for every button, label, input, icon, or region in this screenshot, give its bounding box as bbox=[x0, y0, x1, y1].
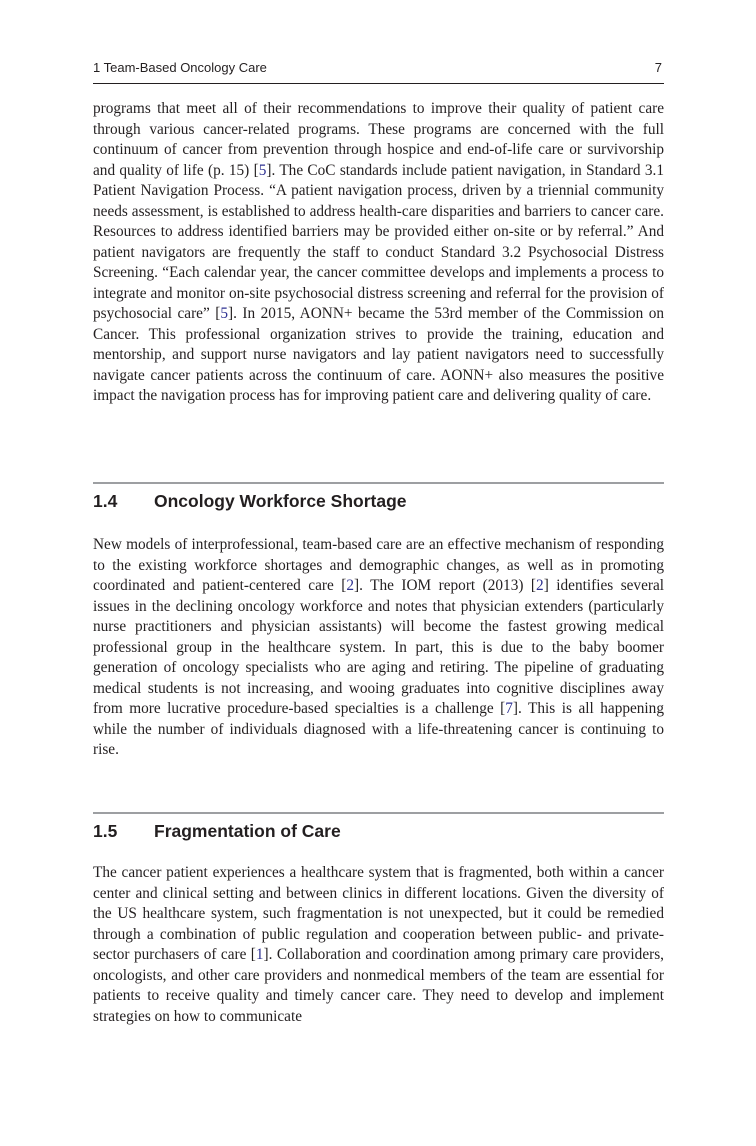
citation-link[interactable]: 5 bbox=[258, 161, 267, 179]
running-head bbox=[93, 58, 664, 78]
body-paragraph bbox=[93, 535, 664, 761]
page-number: 7 bbox=[654, 60, 662, 75]
paragraph-text: ] identifies several issues in the declining oncology workforce and notes that physician extenders (particularly nurse practitioners and physician assistants) will become the fastest growing medical professional group in the healthcare system. In part, this is due to the baby boomer generation of oncology specialists who are aging and retiring. The pipeline of graduating medical students is not increasing, and wooing graduates into cognitive disciplines away from more lucrative procedure-based specialties is a challenge [ bbox=[93, 577, 665, 717]
paragraph-text: New models of interprofessional, team-based care are an effective mechanism of responding to the existing workforce shortages and demographic changes, as well as in promoting coordinated and patient-centered care [ bbox=[93, 536, 664, 594]
paragraph-text: ]. The IOM report (2013) [ bbox=[354, 577, 537, 594]
paragraph-text: programs that meet all of their recommendations to improve their quality of patient care through various cancer-related programs. These programs are concerned with the full continuum of cancer from prevention through hospice and end-of-life care or survivorship and quality of life (p. 15) [ bbox=[93, 100, 664, 179]
section-number: 1.5 bbox=[93, 821, 118, 841]
running-head-title: 1 Team-Based Oncology Care bbox=[93, 60, 267, 75]
paragraph-text: ]. This is all happening while the number of individuals diagnosed with a life-threatening cancer is continuing to rise. bbox=[93, 700, 664, 758]
section-divider bbox=[93, 482, 664, 484]
body-paragraph bbox=[93, 99, 664, 407]
section-heading-1-5 bbox=[93, 818, 664, 844]
section-number: 1.4 bbox=[93, 491, 118, 511]
citation-link[interactable]: 2 bbox=[536, 577, 544, 594]
paragraph-text: ]. The CoC standards include patient navigation, in Standard 3.1 Patient Navigation Process. “A patient navigation process, driven by a triennial community needs assessment, is established to address health-care disparities and barriers to cancer care. Resources to address identified barriers may be provided either on-site or by referral.” And patient navigators are frequently the staff to conduct Standard 3.2 Psychosocial Distress Screening. “Each calendar year, the cancer committee develops and implements a process to integrate and monitor on-site psychosocial distress screening and referral for the provision of psychosocial care” [ bbox=[93, 161, 664, 322]
section-heading-1-4 bbox=[93, 488, 664, 514]
paragraph-text: ]. Collaboration and coordination among primary care providers, oncologists, and other care providers and nonmedical members of the team are essential for patients to receive quality and timely cancer care. They need to develop and implement strategies on how to communicate bbox=[93, 946, 664, 1025]
citation-link[interactable]: 1 bbox=[255, 946, 264, 963]
body-paragraph bbox=[93, 863, 664, 1027]
citation-link[interactable]: 5 bbox=[220, 305, 228, 322]
citation-link[interactable]: 2 bbox=[346, 577, 354, 594]
section-title: Fragmentation of Care bbox=[154, 821, 341, 841]
section-title: Oncology Workforce Shortage bbox=[154, 491, 407, 511]
paragraph-text: The cancer patient experiences a healthcare system that is fragmented, both within a cancer center and clinical setting and between clinics in different locations. Given the diversity of the US healthcare system, such fragmentation is not unexpected, but it could be remedied through a combination of public regulation and cooperation between public- and private-sector purchasers of care [ bbox=[93, 864, 664, 963]
section-divider bbox=[93, 812, 664, 814]
citation-link[interactable]: 7 bbox=[505, 700, 513, 717]
book-page bbox=[93, 0, 664, 1146]
paragraph-text: ]. In 2015, AONN+ became the 53rd member of the Commission on Cancer. This professional organization strives to provide the training, education and mentorship, and support nurse navigators and lay patient navigators need to successfully navigate cancer patients across the continuum of care. AONN+ also measures the positive impact the navigation process has for improving patient care and delivering quality of care. bbox=[93, 305, 665, 404]
header-rule bbox=[93, 83, 664, 84]
